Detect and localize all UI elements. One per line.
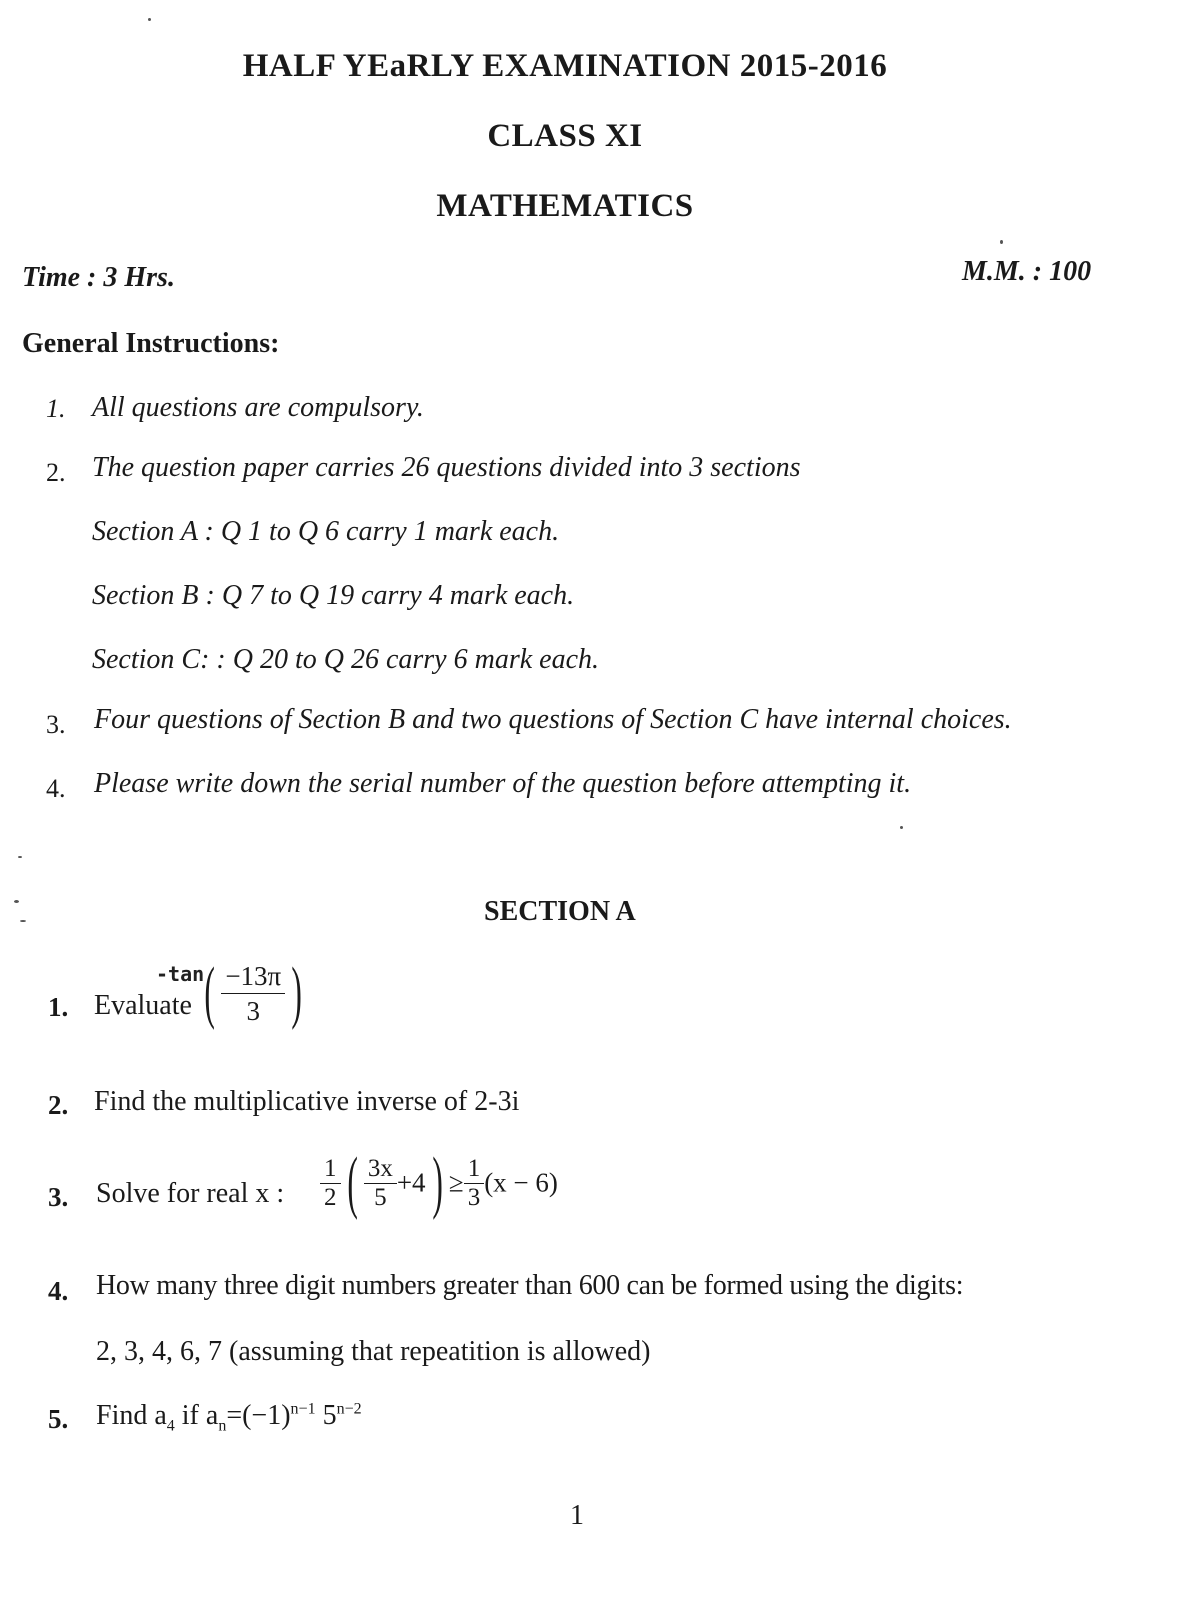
question-4-line2: 2, 3, 4, 6, 7 (assuming that repeatition is allowed) xyxy=(96,1336,651,1367)
scan-speck xyxy=(148,18,151,21)
q5-pre: Find a xyxy=(96,1400,167,1431)
fraction-denominator: 3 xyxy=(467,1183,481,1211)
instruction-num: 3. xyxy=(46,710,66,739)
section-b-marks: Section B : Q 7 to Q 19 carry 4 mark each. xyxy=(92,580,575,611)
fraction-numerator: 3x xyxy=(364,1155,397,1184)
fraction-denominator: 3 xyxy=(246,995,260,1026)
fraction-numerator: 1 xyxy=(320,1155,341,1184)
class-title: CLASS XI xyxy=(487,118,643,154)
fraction-numerator: 1 xyxy=(464,1155,485,1184)
instruction-item: Four questions of Section B and two questions of Section C have internal choices. xyxy=(94,704,1012,735)
question-4-line1: How many three digit numbers greater than 600 can be formed using the digits: xyxy=(96,1270,964,1301)
q5-eq: =(−1) xyxy=(226,1400,291,1431)
fraction-denominator: 2 xyxy=(324,1183,337,1211)
q5-base: 5 xyxy=(315,1400,337,1431)
question-1-label: Evaluate xyxy=(94,990,192,1021)
section-a-marks: Section A : Q 1 to Q 6 carry 1 mark each. xyxy=(92,516,560,547)
scan-speck xyxy=(14,900,19,903)
instruction-num: 4. xyxy=(46,774,66,803)
tail-term: (x − 6) xyxy=(484,1167,558,1198)
q5-mid: if a xyxy=(174,1400,219,1431)
relation-symbol: ≥ xyxy=(448,1167,464,1198)
question-3-label: Solve for real x : xyxy=(96,1178,285,1209)
question-3-expression: $\frac{1}{2}$ ( $\frac{3x}{5}$ +4) ≥ $\frac{1}{3}$ (x − 6) xyxy=(320,1148,558,1218)
q5-subscript: n xyxy=(218,1417,227,1435)
instruction-item: The question paper carries 26 questions divided into 3 sections xyxy=(92,452,801,483)
time-label: Time : 3 Hrs. xyxy=(22,262,175,293)
instruction-num: 1. xyxy=(46,394,66,423)
scan-speck xyxy=(900,826,903,829)
question-number: 4. xyxy=(48,1276,69,1306)
exam-title: HALF YEaRLY EXAMINATION 2015-2016 xyxy=(242,48,888,84)
question-5-text xyxy=(96,1400,362,1436)
instructions-heading: General Instructions: xyxy=(22,328,280,359)
scan-speck xyxy=(20,920,26,922)
question-number: 1. xyxy=(48,992,69,1022)
max-marks-label: M.M. : 100 xyxy=(962,256,1092,287)
fraction-numerator: −13π xyxy=(221,959,285,994)
question-2-text: Find the multiplicative inverse of 2-3i xyxy=(94,1086,520,1117)
plus-term: +4 xyxy=(396,1167,426,1198)
q5-subscript: 4 xyxy=(166,1417,175,1435)
question-1-expression: ( $\frac{-13\pi}{3}$ ) xyxy=(204,954,303,1031)
scan-speck xyxy=(18,856,22,858)
q5-exponent: n−2 xyxy=(336,1400,362,1418)
section-c-marks: Section C: : Q 20 to Q 26 carry 6 mark each. xyxy=(92,644,600,675)
scan-speck xyxy=(1000,240,1003,244)
section-a-heading: SECTION A xyxy=(484,896,636,927)
instruction-item: All questions are compulsory. xyxy=(92,392,424,423)
instruction-num: 2. xyxy=(46,458,66,487)
subject-title: MATHEMATICS xyxy=(436,188,694,224)
instruction-item: Please write down the serial number of the question before attempting it. xyxy=(94,768,912,799)
question-number: 3. xyxy=(48,1182,69,1212)
q5-exponent: n−1 xyxy=(290,1400,316,1418)
question-number: 5. xyxy=(48,1404,69,1434)
question-number: 2. xyxy=(48,1090,69,1120)
page-number: 1 xyxy=(570,1500,584,1531)
fraction-denominator: 5 xyxy=(374,1183,387,1211)
handwritten-annotation: -tan xyxy=(156,962,205,986)
